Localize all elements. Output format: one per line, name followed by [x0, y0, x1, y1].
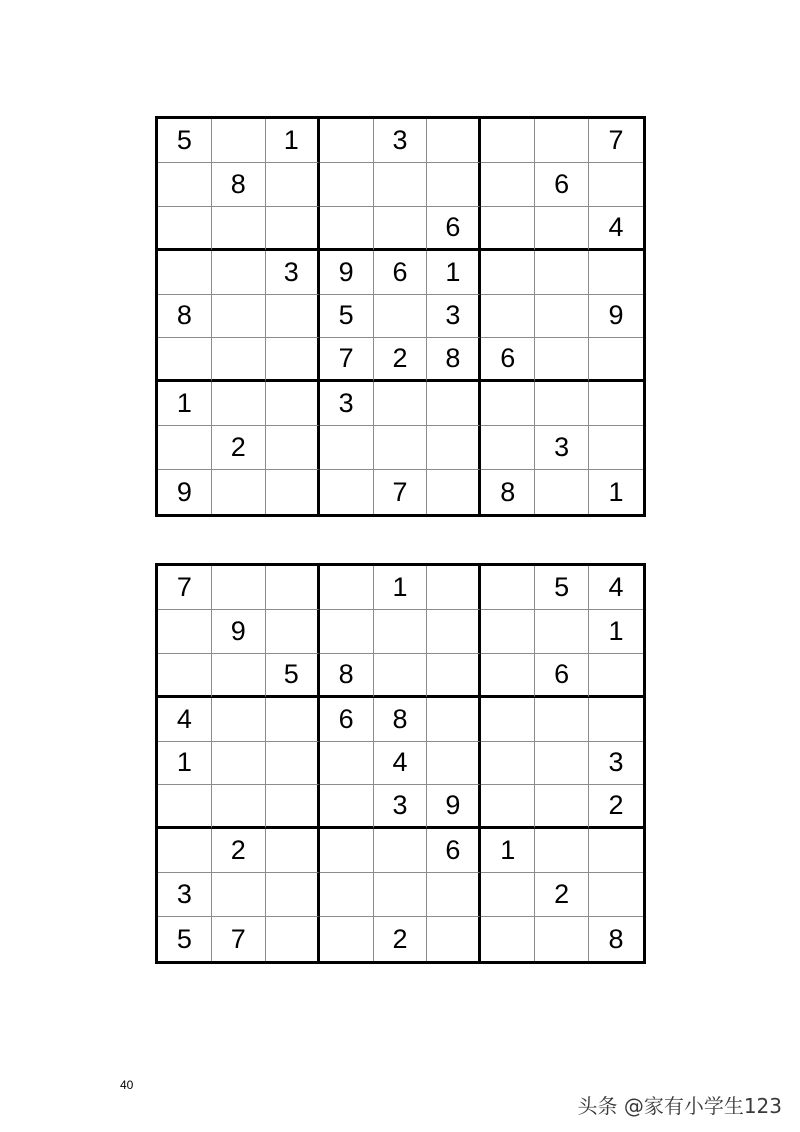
sudoku-cell: 6 [427, 207, 481, 251]
sudoku-grid-2 [155, 563, 646, 964]
sudoku-cell [266, 873, 320, 917]
sudoku-cell: 9 [212, 610, 266, 654]
sudoku-cell [481, 163, 535, 207]
sudoku-cell [374, 382, 428, 426]
sudoku-cell [266, 610, 320, 654]
sudoku-cell [427, 917, 481, 961]
sudoku-cell [266, 470, 320, 514]
sudoku-cell [589, 426, 643, 470]
sudoku-cell: 2 [374, 338, 428, 382]
sudoku-cell [589, 382, 643, 426]
sudoku-cell [427, 742, 481, 786]
sudoku-cell [266, 566, 320, 610]
sudoku-cell: 2 [374, 917, 428, 961]
sudoku-cell: 2 [535, 873, 589, 917]
sudoku-cell [374, 873, 428, 917]
sudoku-cell [158, 338, 212, 382]
sudoku-cell: 8 [427, 338, 481, 382]
sudoku-cell: 5 [158, 917, 212, 961]
sudoku-cell [481, 654, 535, 698]
page-number: 40 [120, 1078, 134, 1092]
sudoku-cell [320, 470, 374, 514]
sudoku-cell [158, 207, 212, 251]
sudoku-cell: 9 [427, 785, 481, 829]
sudoku-cell [320, 873, 374, 917]
sudoku-cell: 6 [427, 829, 481, 873]
sudoku-cell [589, 251, 643, 295]
sudoku-cell: 8 [608, 923, 624, 954]
sudoku-cell: 5 [320, 295, 374, 339]
sudoku-cell [158, 610, 212, 654]
sudoku-cell: 8 [481, 470, 535, 514]
sudoku-cell [320, 207, 374, 251]
sudoku-cell [374, 163, 428, 207]
sudoku-cell [158, 163, 212, 207]
sudoku-cell [158, 426, 212, 470]
sudoku-cell: 7 [212, 917, 266, 961]
sudoku-cell [589, 654, 643, 698]
sudoku-cell [320, 163, 374, 207]
sudoku-cell: 9 [589, 295, 643, 339]
sudoku-cell [320, 785, 374, 829]
sudoku-cell [212, 698, 266, 742]
sudoku-cell [374, 426, 428, 470]
sudoku-cell [535, 119, 589, 163]
sudoku-cell [535, 382, 589, 426]
sudoku-cell [266, 382, 320, 426]
sudoku-cell [481, 207, 535, 251]
sudoku-cell [266, 785, 320, 829]
sudoku-cell [535, 829, 589, 873]
sudoku-cell [427, 873, 481, 917]
sudoku-cell: 4 [158, 698, 212, 742]
sudoku-cell [589, 873, 643, 917]
sudoku-cell: 5 [158, 119, 212, 163]
sudoku-grid-1 [155, 116, 646, 517]
sudoku-cell [481, 382, 535, 426]
sudoku-cell [374, 610, 428, 654]
sudoku-cell [266, 295, 320, 339]
sudoku-cell: 6 [374, 251, 428, 295]
sudoku-cell [481, 251, 535, 295]
sudoku-cell [481, 873, 535, 917]
sudoku-cell [320, 566, 374, 610]
sudoku-cell [266, 698, 320, 742]
sudoku-cell [320, 426, 374, 470]
sudoku-cell [427, 470, 481, 514]
sudoku-cell [212, 873, 266, 917]
sudoku-cell: 8 [320, 654, 374, 698]
sudoku-cell: 2 [589, 785, 643, 829]
sudoku-cell: 5 [535, 566, 589, 610]
sudoku-cell [535, 610, 589, 654]
sudoku-cell: 3 [374, 785, 428, 829]
sudoku-cell [266, 163, 320, 207]
sudoku-cell [535, 295, 589, 339]
sudoku-cell [266, 426, 320, 470]
sudoku-cell [481, 119, 535, 163]
sudoku-cell [320, 917, 374, 961]
sudoku-cell [266, 338, 320, 382]
watermark-text: 头条 @家有小学生123 [577, 1094, 782, 1118]
sudoku-cell [535, 742, 589, 786]
sudoku-cell: 1 [266, 119, 320, 163]
sudoku-cell [427, 566, 481, 610]
sudoku-cell [212, 382, 266, 426]
sudoku-cell [158, 785, 212, 829]
sudoku-cell [266, 917, 320, 961]
sudoku-cell [535, 698, 589, 742]
sudoku-cell: 3 [427, 295, 481, 339]
sudoku-cell: 8 [374, 698, 428, 742]
sudoku-cell: 7 [158, 566, 212, 610]
sudoku-cell [212, 207, 266, 251]
sudoku-cell: 8 [212, 163, 266, 207]
sudoku-cell [535, 207, 589, 251]
sudoku-cell: 6 [535, 654, 589, 698]
sudoku-cell [266, 742, 320, 786]
sudoku-cell: 4 [374, 742, 428, 786]
sudoku-cell: 3 [266, 251, 320, 295]
sudoku-cell: 3 [158, 873, 212, 917]
sudoku-cell [320, 119, 374, 163]
sudoku-cell [535, 917, 589, 961]
sudoku-cell [212, 119, 266, 163]
sudoku-cell [481, 917, 535, 961]
sudoku-cell: 4 [589, 566, 643, 610]
sudoku-cell: 3 [589, 742, 643, 786]
sudoku-cell [589, 338, 643, 382]
sudoku-cell: 6 [320, 698, 374, 742]
sudoku-cell [212, 470, 266, 514]
sudoku-cell [481, 426, 535, 470]
sudoku-cell [481, 698, 535, 742]
sudoku-cell [481, 742, 535, 786]
sudoku-cell [374, 295, 428, 339]
sudoku-cell [427, 698, 481, 742]
sudoku-cell: 2 [212, 829, 266, 873]
sudoku-cell: 1 [374, 566, 428, 610]
sudoku-cell [212, 251, 266, 295]
sudoku-cell [535, 785, 589, 829]
sudoku-cell [427, 426, 481, 470]
sudoku-cell [427, 610, 481, 654]
sudoku-cell: 1 [158, 382, 212, 426]
sudoku-cell [212, 295, 266, 339]
sudoku-cell [374, 207, 428, 251]
sudoku-cell: 1 [158, 742, 212, 786]
sudoku-cell [481, 785, 535, 829]
sudoku-cell [266, 829, 320, 873]
sudoku-cell [589, 163, 643, 207]
sudoku-cell: 7 [320, 338, 374, 382]
sudoku-cell [158, 251, 212, 295]
sudoku-cell [374, 829, 428, 873]
sudoku-cell [266, 207, 320, 251]
sudoku-cell [427, 119, 481, 163]
sudoku-cell [212, 566, 266, 610]
sudoku-cell [212, 654, 266, 698]
sudoku-cell [212, 785, 266, 829]
sudoku-cell: 6 [481, 338, 535, 382]
sudoku-cell: 2 [212, 426, 266, 470]
sudoku-cell: 3 [320, 382, 374, 426]
sudoku-cell: 6 [535, 163, 589, 207]
sudoku-cell: 3 [535, 426, 589, 470]
sudoku-cell [320, 610, 374, 654]
sudoku-cell: 1 [427, 251, 481, 295]
sudoku-cell: 3 [374, 119, 428, 163]
sudoku-cell: 4 [589, 207, 643, 251]
sudoku-cell [589, 829, 643, 873]
sudoku-cell [158, 654, 212, 698]
sudoku-cell: 8 [158, 295, 212, 339]
sudoku-cell [427, 654, 481, 698]
sudoku-cell [212, 338, 266, 382]
sudoku-cell [158, 829, 212, 873]
sudoku-cell [589, 698, 643, 742]
sudoku-cell: 1 [481, 829, 535, 873]
sudoku-cell [320, 742, 374, 786]
sudoku-cell [481, 566, 535, 610]
sudoku-cell: 9 [158, 470, 212, 514]
sudoku-cell: 1 [589, 610, 643, 654]
sudoku-cell [535, 251, 589, 295]
sudoku-cell: 1 [608, 476, 624, 507]
sudoku-cell [427, 382, 481, 426]
sudoku-cell [481, 610, 535, 654]
sudoku-cell: 5 [266, 654, 320, 698]
sudoku-cell: 9 [320, 251, 374, 295]
sudoku-cell [427, 163, 481, 207]
sudoku-cell [535, 470, 589, 514]
sudoku-cell: 7 [374, 470, 428, 514]
sudoku-cell [481, 295, 535, 339]
sudoku-cell [535, 338, 589, 382]
sudoku-cell [212, 742, 266, 786]
sudoku-cell [374, 654, 428, 698]
sudoku-cell: 7 [589, 119, 643, 163]
sudoku-cell [320, 829, 374, 873]
